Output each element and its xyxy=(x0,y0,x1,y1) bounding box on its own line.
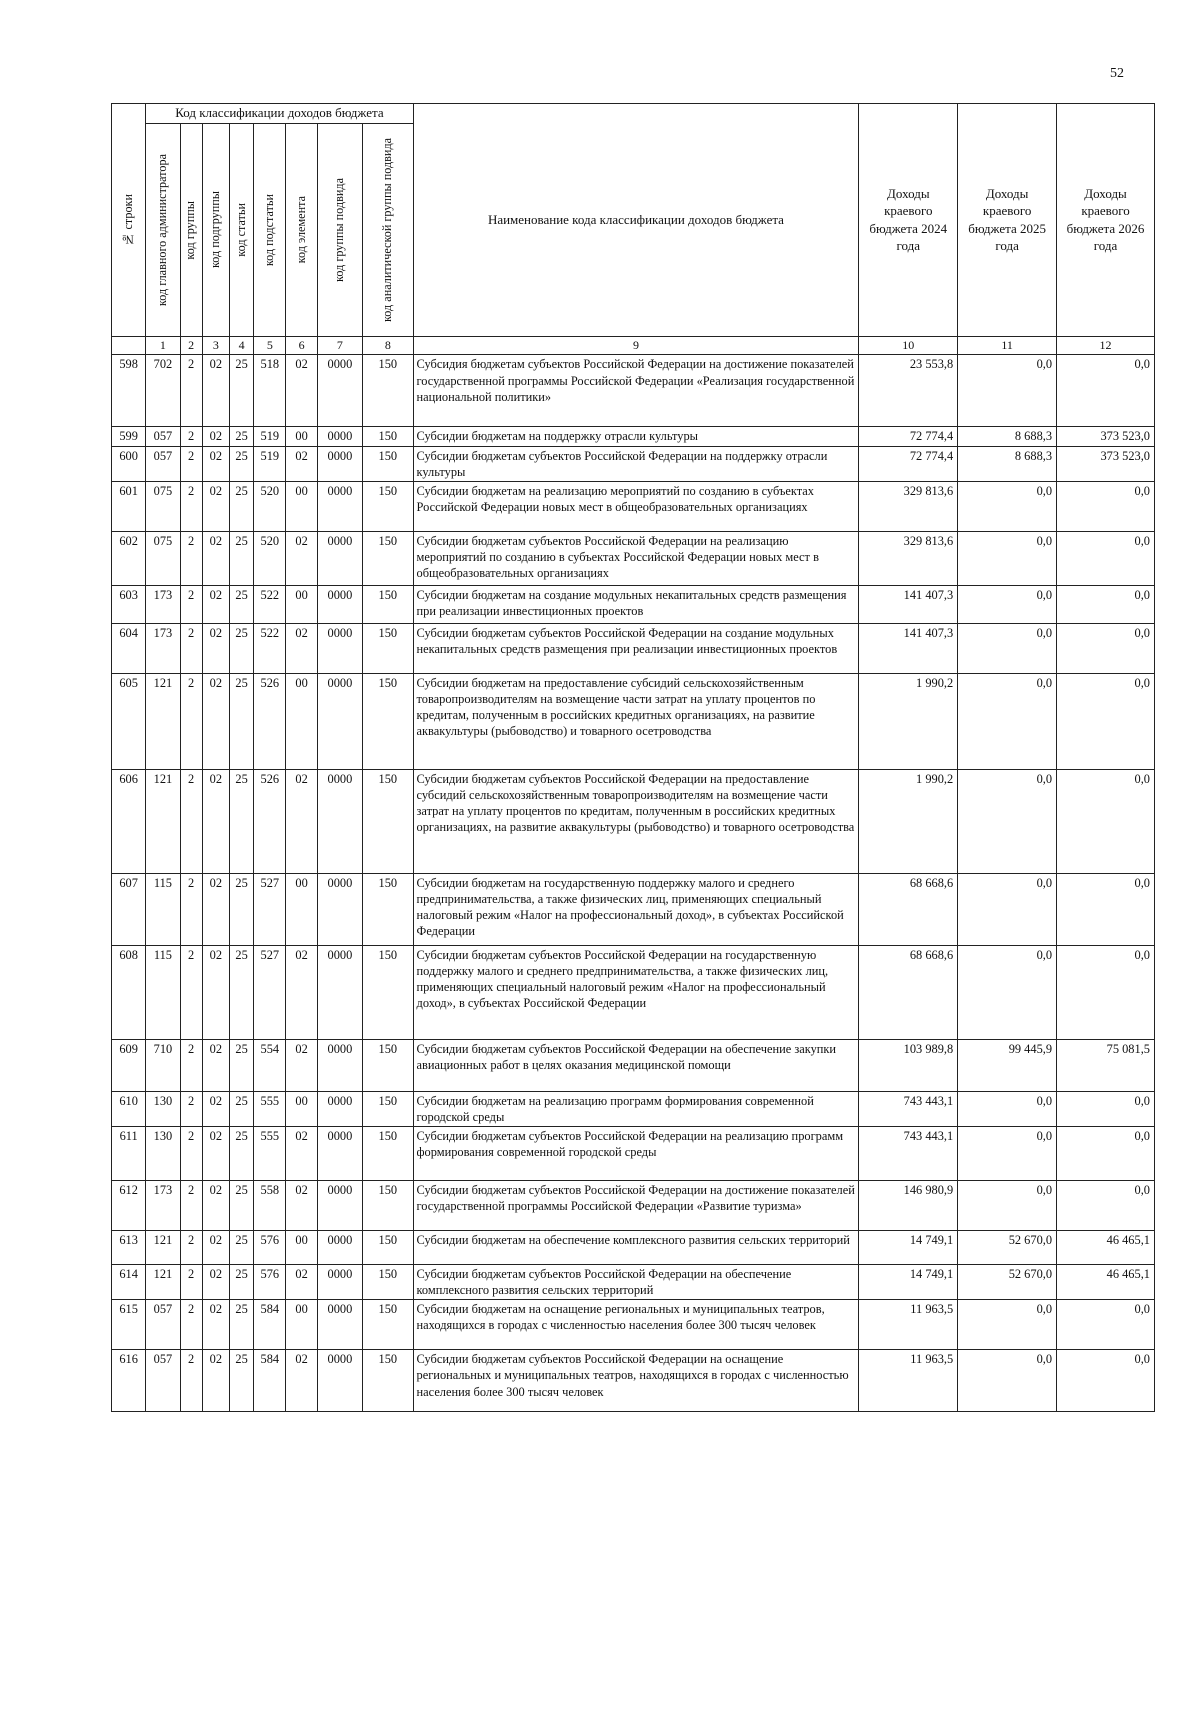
income-name: Субсидии бюджетам субъектов Российской Федерации на обеспечение комплексного развития сельских территорий xyxy=(413,1265,859,1300)
subtype-group-code: 0000 xyxy=(317,1127,362,1181)
header-2024: Доходы краевого бюджета 2024 года xyxy=(859,104,958,337)
column-number: 11 xyxy=(958,336,1057,355)
income-name: Субсидии бюджетам субъектов Российской Федерации на оснащение региональных и муниципальных театров, находящихся в городах с численностью населения более 300 тысяч человек xyxy=(413,1350,859,1412)
subtype-group-code: 0000 xyxy=(317,1231,362,1265)
income-2026: 0,0 xyxy=(1057,1300,1155,1350)
table-row xyxy=(112,1265,1155,1300)
income-name: Субсидии бюджетам субъектов Российской Федерации на реализацию программ формирования современной городской среды xyxy=(413,1127,859,1181)
income-name: Субсидия бюджетам субъектов Российской Федерации на достижение показателей государственной программы Российской Федерации «Реализация государственной национальной политики» xyxy=(413,355,859,427)
analytic-group-code: 150 xyxy=(363,945,413,1039)
income-2024: 68 668,6 xyxy=(859,945,958,1039)
subgroup-code: 02 xyxy=(202,446,229,481)
analytic-group-code: 150 xyxy=(363,873,413,945)
row-no: 601 xyxy=(112,481,146,531)
subtype-group-code: 0000 xyxy=(317,945,362,1039)
analytic-group-code: 150 xyxy=(363,1350,413,1412)
column-number: 4 xyxy=(229,336,253,355)
header-article-code: код статьи xyxy=(229,123,253,336)
income-2026: 0,0 xyxy=(1057,945,1155,1039)
subtype-group-code: 0000 xyxy=(317,623,362,673)
income-2024: 743 443,1 xyxy=(859,1091,958,1126)
subtype-group-code: 0000 xyxy=(317,481,362,531)
subgroup-code: 02 xyxy=(202,585,229,623)
income-2024: 103 989,8 xyxy=(859,1039,958,1091)
subgroup-code: 02 xyxy=(202,531,229,585)
element-code: 02 xyxy=(286,769,317,873)
article-code: 25 xyxy=(229,446,253,481)
subtype-group-code: 0000 xyxy=(317,531,362,585)
group-code: 2 xyxy=(180,481,202,531)
row-no: 605 xyxy=(112,673,146,769)
admin-code: 057 xyxy=(146,1350,180,1412)
income-2026: 0,0 xyxy=(1057,481,1155,531)
group-code: 2 xyxy=(180,585,202,623)
income-name: Субсидии бюджетам на создание модульных некапитальных средств размещения при реализации инвестиционных проектов xyxy=(413,585,859,623)
subgroup-code: 02 xyxy=(202,1181,229,1231)
article-code: 25 xyxy=(229,1300,253,1350)
subgroup-code: 02 xyxy=(202,1231,229,1265)
row-no: 604 xyxy=(112,623,146,673)
admin-code: 173 xyxy=(146,623,180,673)
article-code: 25 xyxy=(229,945,253,1039)
element-code: 02 xyxy=(286,355,317,427)
income-2024: 743 443,1 xyxy=(859,1127,958,1181)
admin-code: 121 xyxy=(146,1231,180,1265)
article-code: 25 xyxy=(229,623,253,673)
header-analytic-group-code: код аналитической группы подвида xyxy=(363,123,413,336)
income-2026: 46 465,1 xyxy=(1057,1231,1155,1265)
income-2025: 0,0 xyxy=(958,1091,1057,1126)
header-subtype-group-code: код группы подвида xyxy=(317,123,362,336)
income-2025: 52 670,0 xyxy=(958,1265,1057,1300)
subgroup-code: 02 xyxy=(202,1300,229,1350)
analytic-group-code: 150 xyxy=(363,1039,413,1091)
analytic-group-code: 150 xyxy=(363,355,413,427)
article-code: 25 xyxy=(229,873,253,945)
article-code: 25 xyxy=(229,355,253,427)
table-row xyxy=(112,623,1155,673)
subgroup-code: 02 xyxy=(202,1350,229,1412)
subtype-group-code: 0000 xyxy=(317,1181,362,1231)
column-number: 6 xyxy=(286,336,317,355)
income-2024: 11 963,5 xyxy=(859,1350,958,1412)
analytic-group-code: 150 xyxy=(363,1300,413,1350)
table-header xyxy=(112,104,1155,355)
income-2024: 23 553,8 xyxy=(859,355,958,427)
subgroup-code: 02 xyxy=(202,945,229,1039)
analytic-group-code: 150 xyxy=(363,585,413,623)
subarticle-code: 519 xyxy=(254,446,286,481)
analytic-group-code: 150 xyxy=(363,1231,413,1265)
column-number: 2 xyxy=(180,336,202,355)
subarticle-code: 526 xyxy=(254,673,286,769)
income-2026: 0,0 xyxy=(1057,1091,1155,1126)
income-2025: 0,0 xyxy=(958,1300,1057,1350)
income-2026: 75 081,5 xyxy=(1057,1039,1155,1091)
element-code: 02 xyxy=(286,945,317,1039)
element-code: 00 xyxy=(286,585,317,623)
income-2025: 0,0 xyxy=(958,585,1057,623)
group-code: 2 xyxy=(180,945,202,1039)
subarticle-code: 526 xyxy=(254,769,286,873)
income-2025: 0,0 xyxy=(958,355,1057,427)
subarticle-code: 527 xyxy=(254,873,286,945)
income-2026: 373 523,0 xyxy=(1057,427,1155,446)
header-group-code: код группы xyxy=(180,123,202,336)
income-2024: 141 407,3 xyxy=(859,623,958,673)
article-code: 25 xyxy=(229,1350,253,1412)
income-name: Субсидии бюджетам на реализацию мероприятий по созданию в субъектах Российской Федерации новых мест в общеобразовательных организациях xyxy=(413,481,859,531)
income-2026: 0,0 xyxy=(1057,1181,1155,1231)
column-number: 3 xyxy=(202,336,229,355)
table-row xyxy=(112,1127,1155,1181)
income-2024: 72 774,4 xyxy=(859,446,958,481)
subtype-group-code: 0000 xyxy=(317,1300,362,1350)
subtype-group-code: 0000 xyxy=(317,355,362,427)
article-code: 25 xyxy=(229,769,253,873)
element-code: 02 xyxy=(286,446,317,481)
admin-code: 121 xyxy=(146,673,180,769)
income-2025: 0,0 xyxy=(958,481,1057,531)
analytic-group-code: 150 xyxy=(363,1181,413,1231)
income-name: Субсидии бюджетам субъектов Российской Федерации на достижение показателей государственной программы Российской Федерации «Развитие туризма» xyxy=(413,1181,859,1231)
subtype-group-code: 0000 xyxy=(317,427,362,446)
income-2024: 141 407,3 xyxy=(859,585,958,623)
column-number: 5 xyxy=(254,336,286,355)
column-number-row xyxy=(112,336,1155,355)
income-name: Субсидии бюджетам на оснащение региональных и муниципальных театров, находящихся в городах с численностью населения более 300 тысяч человек xyxy=(413,1300,859,1350)
subgroup-code: 02 xyxy=(202,1091,229,1126)
admin-code: 075 xyxy=(146,481,180,531)
article-code: 25 xyxy=(229,1265,253,1300)
element-code: 02 xyxy=(286,623,317,673)
table-row xyxy=(112,1350,1155,1412)
column-number-blank xyxy=(112,336,146,355)
subtype-group-code: 0000 xyxy=(317,1091,362,1126)
table-row xyxy=(112,873,1155,945)
element-code: 02 xyxy=(286,1265,317,1300)
analytic-group-code: 150 xyxy=(363,1091,413,1126)
article-code: 25 xyxy=(229,1091,253,1126)
article-code: 25 xyxy=(229,1231,253,1265)
subarticle-code: 527 xyxy=(254,945,286,1039)
income-name: Субсидии бюджетам субъектов Российской Федерации на реализацию мероприятий по созданию в субъектах Российской Федерации новых мест в общеобразовательных организациях xyxy=(413,531,859,585)
admin-code: 710 xyxy=(146,1039,180,1091)
table-row xyxy=(112,427,1155,446)
subgroup-code: 02 xyxy=(202,481,229,531)
income-2025: 99 445,9 xyxy=(958,1039,1057,1091)
table-row xyxy=(112,1039,1155,1091)
header-name: Наименование кода классификации доходов бюджета xyxy=(413,104,859,337)
subgroup-code: 02 xyxy=(202,355,229,427)
header-subgroup-code: код подгруппы xyxy=(202,123,229,336)
income-2026: 0,0 xyxy=(1057,673,1155,769)
subgroup-code: 02 xyxy=(202,427,229,446)
analytic-group-code: 150 xyxy=(363,427,413,446)
admin-code: 057 xyxy=(146,1300,180,1350)
admin-code: 115 xyxy=(146,945,180,1039)
analytic-group-code: 150 xyxy=(363,623,413,673)
subgroup-code: 02 xyxy=(202,873,229,945)
income-2025: 0,0 xyxy=(958,769,1057,873)
article-code: 25 xyxy=(229,585,253,623)
element-code: 00 xyxy=(286,873,317,945)
subtype-group-code: 0000 xyxy=(317,1265,362,1300)
admin-code: 075 xyxy=(146,531,180,585)
income-name: Субсидии бюджетам субъектов Российской Федерации на обеспечение закупки авиационных работ в целях оказания медицинской помощи xyxy=(413,1039,859,1091)
table-row xyxy=(112,945,1155,1039)
element-code: 00 xyxy=(286,673,317,769)
analytic-group-code: 150 xyxy=(363,446,413,481)
income-2026: 0,0 xyxy=(1057,1350,1155,1412)
subgroup-code: 02 xyxy=(202,1039,229,1091)
header-element-code: код элемента xyxy=(286,123,317,336)
page-number: 52 xyxy=(1110,66,1124,81)
element-code: 02 xyxy=(286,531,317,585)
row-no: 612 xyxy=(112,1181,146,1231)
income-name: Субсидии бюджетам субъектов Российской Федерации на государственную поддержку малого и среднего предпринимательства, а также физических лиц, применяющих специальный налоговый режим «Налог на профессиональный доход», в субъектах Российской Федерации xyxy=(413,945,859,1039)
group-code: 2 xyxy=(180,1350,202,1412)
table-row xyxy=(112,1091,1155,1126)
subarticle-code: 519 xyxy=(254,427,286,446)
subarticle-code: 576 xyxy=(254,1265,286,1300)
subtype-group-code: 0000 xyxy=(317,673,362,769)
income-2024: 1 990,2 xyxy=(859,769,958,873)
income-2025: 0,0 xyxy=(958,1350,1057,1412)
column-number: 10 xyxy=(859,336,958,355)
analytic-group-code: 150 xyxy=(363,1127,413,1181)
admin-code: 702 xyxy=(146,355,180,427)
element-code: 02 xyxy=(286,1350,317,1412)
analytic-group-code: 150 xyxy=(363,531,413,585)
element-code: 00 xyxy=(286,427,317,446)
subarticle-code: 520 xyxy=(254,481,286,531)
subtype-group-code: 0000 xyxy=(317,873,362,945)
article-code: 25 xyxy=(229,673,253,769)
row-no: 602 xyxy=(112,531,146,585)
group-code: 2 xyxy=(180,873,202,945)
admin-code: 115 xyxy=(146,873,180,945)
analytic-group-code: 150 xyxy=(363,769,413,873)
subgroup-code: 02 xyxy=(202,1127,229,1181)
subarticle-code: 584 xyxy=(254,1300,286,1350)
table-row xyxy=(112,769,1155,873)
income-name: Субсидии бюджетам на обеспечение комплексного развития сельских территорий xyxy=(413,1231,859,1265)
income-2024: 1 990,2 xyxy=(859,673,958,769)
group-code: 2 xyxy=(180,531,202,585)
table-body xyxy=(112,355,1155,1412)
column-number: 8 xyxy=(363,336,413,355)
analytic-group-code: 150 xyxy=(363,1265,413,1300)
income-2026: 0,0 xyxy=(1057,769,1155,873)
group-code: 2 xyxy=(180,769,202,873)
article-code: 25 xyxy=(229,427,253,446)
row-no: 599 xyxy=(112,427,146,446)
income-2026: 373 523,0 xyxy=(1057,446,1155,481)
analytic-group-code: 150 xyxy=(363,673,413,769)
income-2026: 0,0 xyxy=(1057,531,1155,585)
header-classification-group: Код классификации доходов бюджета xyxy=(146,104,413,124)
income-name: Субсидии бюджетам на предоставление субсидий сельскохозяйственным товаропроизводителям на возмещение части затрат на уплату процентов по кредитам, полученным в российских кредитных организациях, на развитие аквакультуры (рыбоводство) и товарного осетроводства xyxy=(413,673,859,769)
income-name: Субсидии бюджетам субъектов Российской Федерации на предоставление субсидий сельскохозяйственным товаропроизводителям на возмещение части затрат на уплату процентов по кредитам, полученным в российских кредитных организациях, на развитие аквакультуры (рыбоводство) и товарного осетроводства xyxy=(413,769,859,873)
table-row xyxy=(112,1231,1155,1265)
budget-revenue-table xyxy=(111,103,1155,1412)
income-2025: 8 688,3 xyxy=(958,427,1057,446)
group-code: 2 xyxy=(180,1231,202,1265)
income-name: Субсидии бюджетам на реализацию программ формирования современной городской среды xyxy=(413,1091,859,1126)
row-no: 609 xyxy=(112,1039,146,1091)
group-code: 2 xyxy=(180,355,202,427)
subarticle-code: 584 xyxy=(254,1350,286,1412)
subarticle-code: 576 xyxy=(254,1231,286,1265)
income-2025: 0,0 xyxy=(958,623,1057,673)
income-2024: 68 668,6 xyxy=(859,873,958,945)
group-code: 2 xyxy=(180,673,202,769)
group-code: 2 xyxy=(180,1265,202,1300)
element-code: 00 xyxy=(286,1231,317,1265)
row-no: 615 xyxy=(112,1300,146,1350)
group-code: 2 xyxy=(180,623,202,673)
income-2024: 14 749,1 xyxy=(859,1265,958,1300)
table-row xyxy=(112,355,1155,427)
table-row xyxy=(112,481,1155,531)
subgroup-code: 02 xyxy=(202,673,229,769)
income-2025: 0,0 xyxy=(958,1127,1057,1181)
row-no: 598 xyxy=(112,355,146,427)
subtype-group-code: 0000 xyxy=(317,585,362,623)
admin-code: 173 xyxy=(146,1181,180,1231)
admin-code: 121 xyxy=(146,769,180,873)
subarticle-code: 522 xyxy=(254,585,286,623)
column-number: 7 xyxy=(317,336,362,355)
element-code: 00 xyxy=(286,1091,317,1126)
income-2025: 8 688,3 xyxy=(958,446,1057,481)
income-2025: 52 670,0 xyxy=(958,1231,1057,1265)
row-no: 606 xyxy=(112,769,146,873)
admin-code: 057 xyxy=(146,446,180,481)
income-2026: 0,0 xyxy=(1057,355,1155,427)
group-code: 2 xyxy=(180,1127,202,1181)
header-subarticle-code: код подстатьи xyxy=(254,123,286,336)
row-no: 616 xyxy=(112,1350,146,1412)
income-2026: 0,0 xyxy=(1057,585,1155,623)
group-code: 2 xyxy=(180,1091,202,1126)
element-code: 00 xyxy=(286,481,317,531)
subgroup-code: 02 xyxy=(202,1265,229,1300)
income-2025: 0,0 xyxy=(958,531,1057,585)
subgroup-code: 02 xyxy=(202,769,229,873)
table-row xyxy=(112,673,1155,769)
row-no: 610 xyxy=(112,1091,146,1126)
row-no: 608 xyxy=(112,945,146,1039)
subarticle-code: 518 xyxy=(254,355,286,427)
article-code: 25 xyxy=(229,1127,253,1181)
subarticle-code: 555 xyxy=(254,1127,286,1181)
row-no: 614 xyxy=(112,1265,146,1300)
group-code: 2 xyxy=(180,1300,202,1350)
group-code: 2 xyxy=(180,1181,202,1231)
income-2024: 329 813,6 xyxy=(859,481,958,531)
income-2024: 72 774,4 xyxy=(859,427,958,446)
column-number: 12 xyxy=(1057,336,1155,355)
income-2025: 0,0 xyxy=(958,673,1057,769)
group-code: 2 xyxy=(180,427,202,446)
income-2026: 0,0 xyxy=(1057,623,1155,673)
income-2024: 14 749,1 xyxy=(859,1231,958,1265)
subarticle-code: 558 xyxy=(254,1181,286,1231)
article-code: 25 xyxy=(229,481,253,531)
income-2025: 0,0 xyxy=(958,1181,1057,1231)
table-row xyxy=(112,1181,1155,1231)
table-row xyxy=(112,531,1155,585)
element-code: 02 xyxy=(286,1127,317,1181)
admin-code: 121 xyxy=(146,1265,180,1300)
income-2024: 146 980,9 xyxy=(859,1181,958,1231)
element-code: 02 xyxy=(286,1039,317,1091)
admin-code: 130 xyxy=(146,1091,180,1126)
income-2024: 329 813,6 xyxy=(859,531,958,585)
column-number: 9 xyxy=(413,336,859,355)
admin-code: 130 xyxy=(146,1127,180,1181)
admin-code: 173 xyxy=(146,585,180,623)
admin-code: 057 xyxy=(146,427,180,446)
subtype-group-code: 0000 xyxy=(317,769,362,873)
income-2025: 0,0 xyxy=(958,945,1057,1039)
subtype-group-code: 0000 xyxy=(317,1039,362,1091)
row-no: 607 xyxy=(112,873,146,945)
subtype-group-code: 0000 xyxy=(317,446,362,481)
article-code: 25 xyxy=(229,1181,253,1231)
subarticle-code: 520 xyxy=(254,531,286,585)
subarticle-code: 522 xyxy=(254,623,286,673)
table-row xyxy=(112,446,1155,481)
income-2025: 0,0 xyxy=(958,873,1057,945)
column-number: 1 xyxy=(146,336,180,355)
subtype-group-code: 0000 xyxy=(317,1350,362,1412)
table-row xyxy=(112,585,1155,623)
income-2026: 46 465,1 xyxy=(1057,1265,1155,1300)
header-row-no: № строки xyxy=(112,104,146,337)
table-row xyxy=(112,1300,1155,1350)
article-code: 25 xyxy=(229,1039,253,1091)
income-name: Субсидии бюджетам на поддержку отрасли культуры xyxy=(413,427,859,446)
income-name: Субсидии бюджетам субъектов Российской Федерации на создание модульных некапитальных средств размещения при реализации инвестиционных проектов xyxy=(413,623,859,673)
header-admin-code: код главного администратора xyxy=(146,123,180,336)
subarticle-code: 554 xyxy=(254,1039,286,1091)
income-2026: 0,0 xyxy=(1057,873,1155,945)
row-no: 613 xyxy=(112,1231,146,1265)
analytic-group-code: 150 xyxy=(363,481,413,531)
subarticle-code: 555 xyxy=(254,1091,286,1126)
income-2026: 0,0 xyxy=(1057,1127,1155,1181)
element-code: 00 xyxy=(286,1300,317,1350)
row-no: 603 xyxy=(112,585,146,623)
article-code: 25 xyxy=(229,531,253,585)
row-no: 600 xyxy=(112,446,146,481)
income-2024: 11 963,5 xyxy=(859,1300,958,1350)
element-code: 02 xyxy=(286,1181,317,1231)
income-name: Субсидии бюджетам на государственную поддержку малого и среднего предпринимательства, а также физических лиц, применяющих специальный налоговый режим «Налог на профессиональный доход», в субъектах Российской Федерации xyxy=(413,873,859,945)
header-2026: Доходы краевого бюджета 2026 года xyxy=(1057,104,1155,337)
group-code: 2 xyxy=(180,446,202,481)
row-no: 611 xyxy=(112,1127,146,1181)
subgroup-code: 02 xyxy=(202,623,229,673)
group-code: 2 xyxy=(180,1039,202,1091)
header-2025: Доходы краевого бюджета 2025 года xyxy=(958,104,1057,337)
income-name: Субсидии бюджетам субъектов Российской Федерации на поддержку отрасли культуры xyxy=(413,446,859,481)
